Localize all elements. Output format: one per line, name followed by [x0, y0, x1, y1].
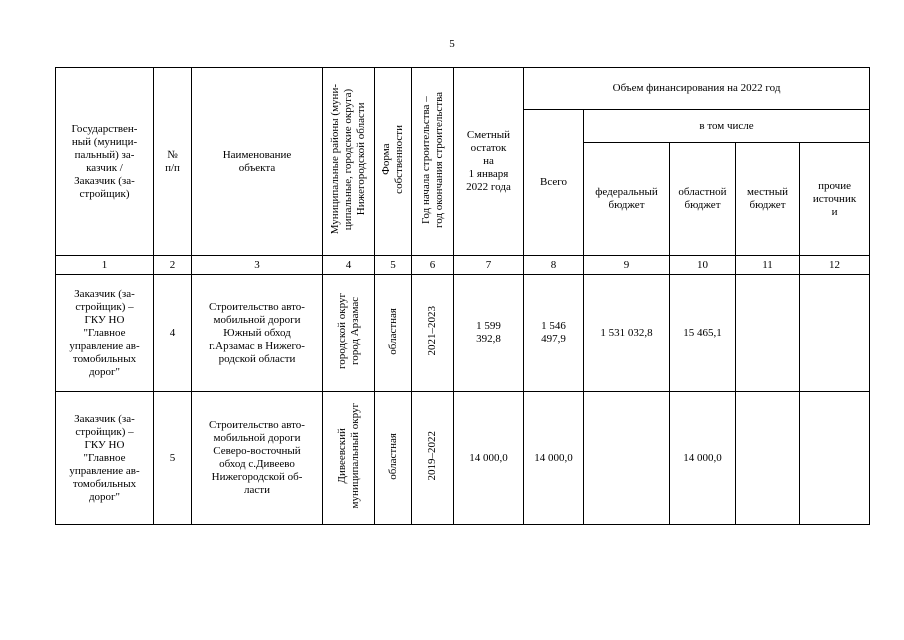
- local-cell: [736, 392, 800, 525]
- header-local-budget: местный бюджет: [736, 143, 800, 256]
- header-federal-budget: федеральный бюджет: [584, 143, 670, 256]
- header-district: Муниципальные районы (муни- ципальные, городские округа) Нижегородской области: [323, 68, 375, 256]
- header-financing: Объем финансирования на 2022 год: [524, 68, 870, 110]
- financing-table: [55, 67, 870, 525]
- header-years: Год начала строительства – год окончания строительства: [412, 68, 454, 256]
- header-ownership: Форма собственности: [375, 68, 412, 256]
- column-numbers-row: [56, 256, 870, 275]
- column-number: 5: [375, 256, 412, 275]
- header-including: в том числе: [584, 110, 870, 143]
- header-total: Всего: [524, 110, 584, 256]
- total-cell: 1 546 497,9: [524, 275, 584, 392]
- header-remaining-estimate: Сметный остаток на 1 января 2022 года: [454, 68, 524, 256]
- regional-cell: 15 465,1: [670, 275, 736, 392]
- ownership-cell: областная: [375, 392, 412, 525]
- other-cell: [800, 392, 870, 525]
- header-other-sources: прочие источник и: [800, 143, 870, 256]
- column-number: 8: [524, 256, 584, 275]
- header-number: № п/п: [154, 68, 192, 256]
- column-number: 2: [154, 256, 192, 275]
- header-object-name: Наименование объекта: [192, 68, 323, 256]
- column-number: 9: [584, 256, 670, 275]
- table-row: [56, 392, 870, 525]
- years-cell: 2021–2023: [412, 275, 454, 392]
- column-number: 1: [56, 256, 154, 275]
- column-number: 6: [412, 256, 454, 275]
- header-customer: Государствен- ный (муници- пальный) за- казчик / Заказчик (за- стройщик): [56, 68, 154, 256]
- federal-cell: 1 531 032,8: [584, 275, 670, 392]
- remaining-cell: 1 599 392,8: [454, 275, 524, 392]
- page-number: 5: [449, 38, 455, 50]
- customer-cell: Заказчик (за- стройщик) – ГКУ НО "Главное управление ав- томобильных дорог": [56, 275, 154, 392]
- total-cell: 14 000,0: [524, 392, 584, 525]
- header-regional-budget: областной бюджет: [670, 143, 736, 256]
- column-number: 7: [454, 256, 524, 275]
- column-number: 11: [736, 256, 800, 275]
- other-cell: [800, 275, 870, 392]
- district-cell: Дивеевский муниципальный округ: [323, 392, 375, 525]
- local-cell: [736, 275, 800, 392]
- object-name-cell: Строительство авто- мобильной дороги Южный обход г.Арзамас в Нижего- родской области: [192, 275, 323, 392]
- years-cell: 2019–2022: [412, 392, 454, 525]
- customer-cell: Заказчик (за- стройщик) – ГКУ НО "Главное управление ав- томобильных дорог": [56, 392, 154, 525]
- table-row: [56, 275, 870, 392]
- object-name-cell: Строительство авто- мобильной дороги Северо-восточный обход с.Дивеево Нижегородской об- ласти: [192, 392, 323, 525]
- number-cell: 4: [154, 275, 192, 392]
- column-number: 3: [192, 256, 323, 275]
- remaining-cell: 14 000,0: [454, 392, 524, 525]
- column-number: 4: [323, 256, 375, 275]
- regional-cell: 14 000,0: [670, 392, 736, 525]
- column-number: 12: [800, 256, 870, 275]
- column-number: 10: [670, 256, 736, 275]
- federal-cell: [584, 392, 670, 525]
- district-cell: городской округ город Арзамас: [323, 275, 375, 392]
- ownership-cell: областная: [375, 275, 412, 392]
- number-cell: 5: [154, 392, 192, 525]
